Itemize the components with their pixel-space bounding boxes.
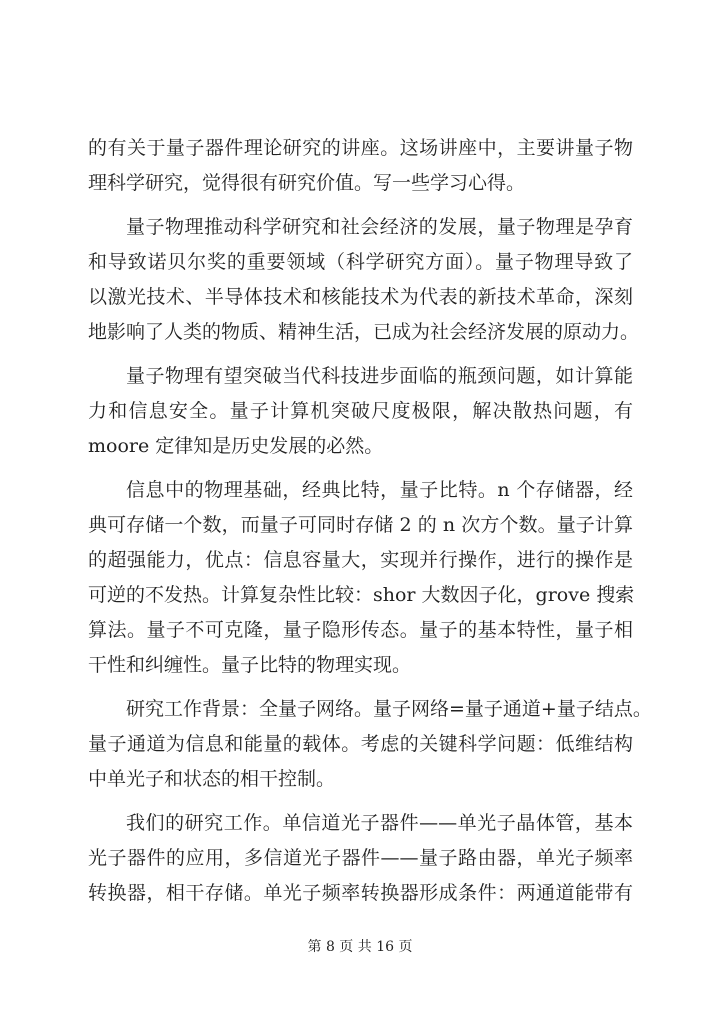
paragraph xyxy=(88,473,633,683)
document-body xyxy=(88,131,652,911)
text-line: 算法。量子不可克隆，量子隐形传态。量子的基本特性，量子相 xyxy=(88,619,633,641)
text-line: 研究工作背景：全量子网络。量子网络=量子通道+量子结点。 xyxy=(126,698,652,720)
paragraph xyxy=(88,210,640,350)
text-line: 和导致诺贝尔奖的重要领域（科学研究方面）。量子物理导致了 xyxy=(88,251,633,273)
text-line: 我们的研究工作。单信道光子器件——单光子晶体管，基本 xyxy=(126,812,633,834)
text-line: 的有关于量子器件理论研究的讲座。这场讲座中，主要讲量子物 xyxy=(88,137,633,159)
paragraph xyxy=(88,806,633,911)
text-line: 信息中的物理基础，经典比特，量子比特。n 个存储器，经 xyxy=(126,479,633,501)
text-line: 干性和纠缠性。量子比特的物理实现。 xyxy=(88,654,412,676)
text-line: 可逆的不发热。计算复杂性比较：shor 大数因子化，grove 搜索 xyxy=(88,584,635,606)
text-line: 中单光子和状态的相干控制。 xyxy=(88,768,336,790)
text-line: 理科学研究，觉得很有研究价值。写一些学习心得。 xyxy=(88,172,526,194)
text-line: 地影响了人类的物质、精神生活，已成为社会经济发展的原动力。 xyxy=(88,321,640,343)
text-line: 典可存储一个数，而量子可同时存储 2 的 n 次方个数。量子计算 xyxy=(88,514,633,536)
paragraph xyxy=(88,692,652,797)
text-line: moore 定律知是历史发展的必然。 xyxy=(88,435,384,457)
text-line: 量子通道为信息和能量的载体。考虑的关键科学问题：低维结构 xyxy=(88,733,633,755)
text-line: 以激光技术、半导体技术和核能技术为代表的新技术革命，深刻 xyxy=(88,286,633,308)
paragraph xyxy=(88,359,633,464)
text-line: 量子物理推动科学研究和社会经济的发展，量子物理是孕育 xyxy=(126,216,633,238)
text-line: 量子物理有望突破当代科技进步面临的瓶颈问题，如计算能 xyxy=(126,365,633,387)
text-line: 光子器件的应用，多信道光子器件——量子路由器，单光子频率 xyxy=(88,847,633,869)
paragraph xyxy=(88,131,633,201)
page-footer: 第 8 页 共 16 页 xyxy=(307,939,413,955)
text-line: 力和信息安全。量子计算机突破尺度极限，解决散热问题，有 xyxy=(88,400,633,422)
text-line: 的超强能力，优点：信息容量大，实现并行操作，进行的操作是 xyxy=(88,549,633,571)
text-line: 转换器，相干存储。单光子频率转换器形成条件：两通道能带有 xyxy=(88,882,633,904)
